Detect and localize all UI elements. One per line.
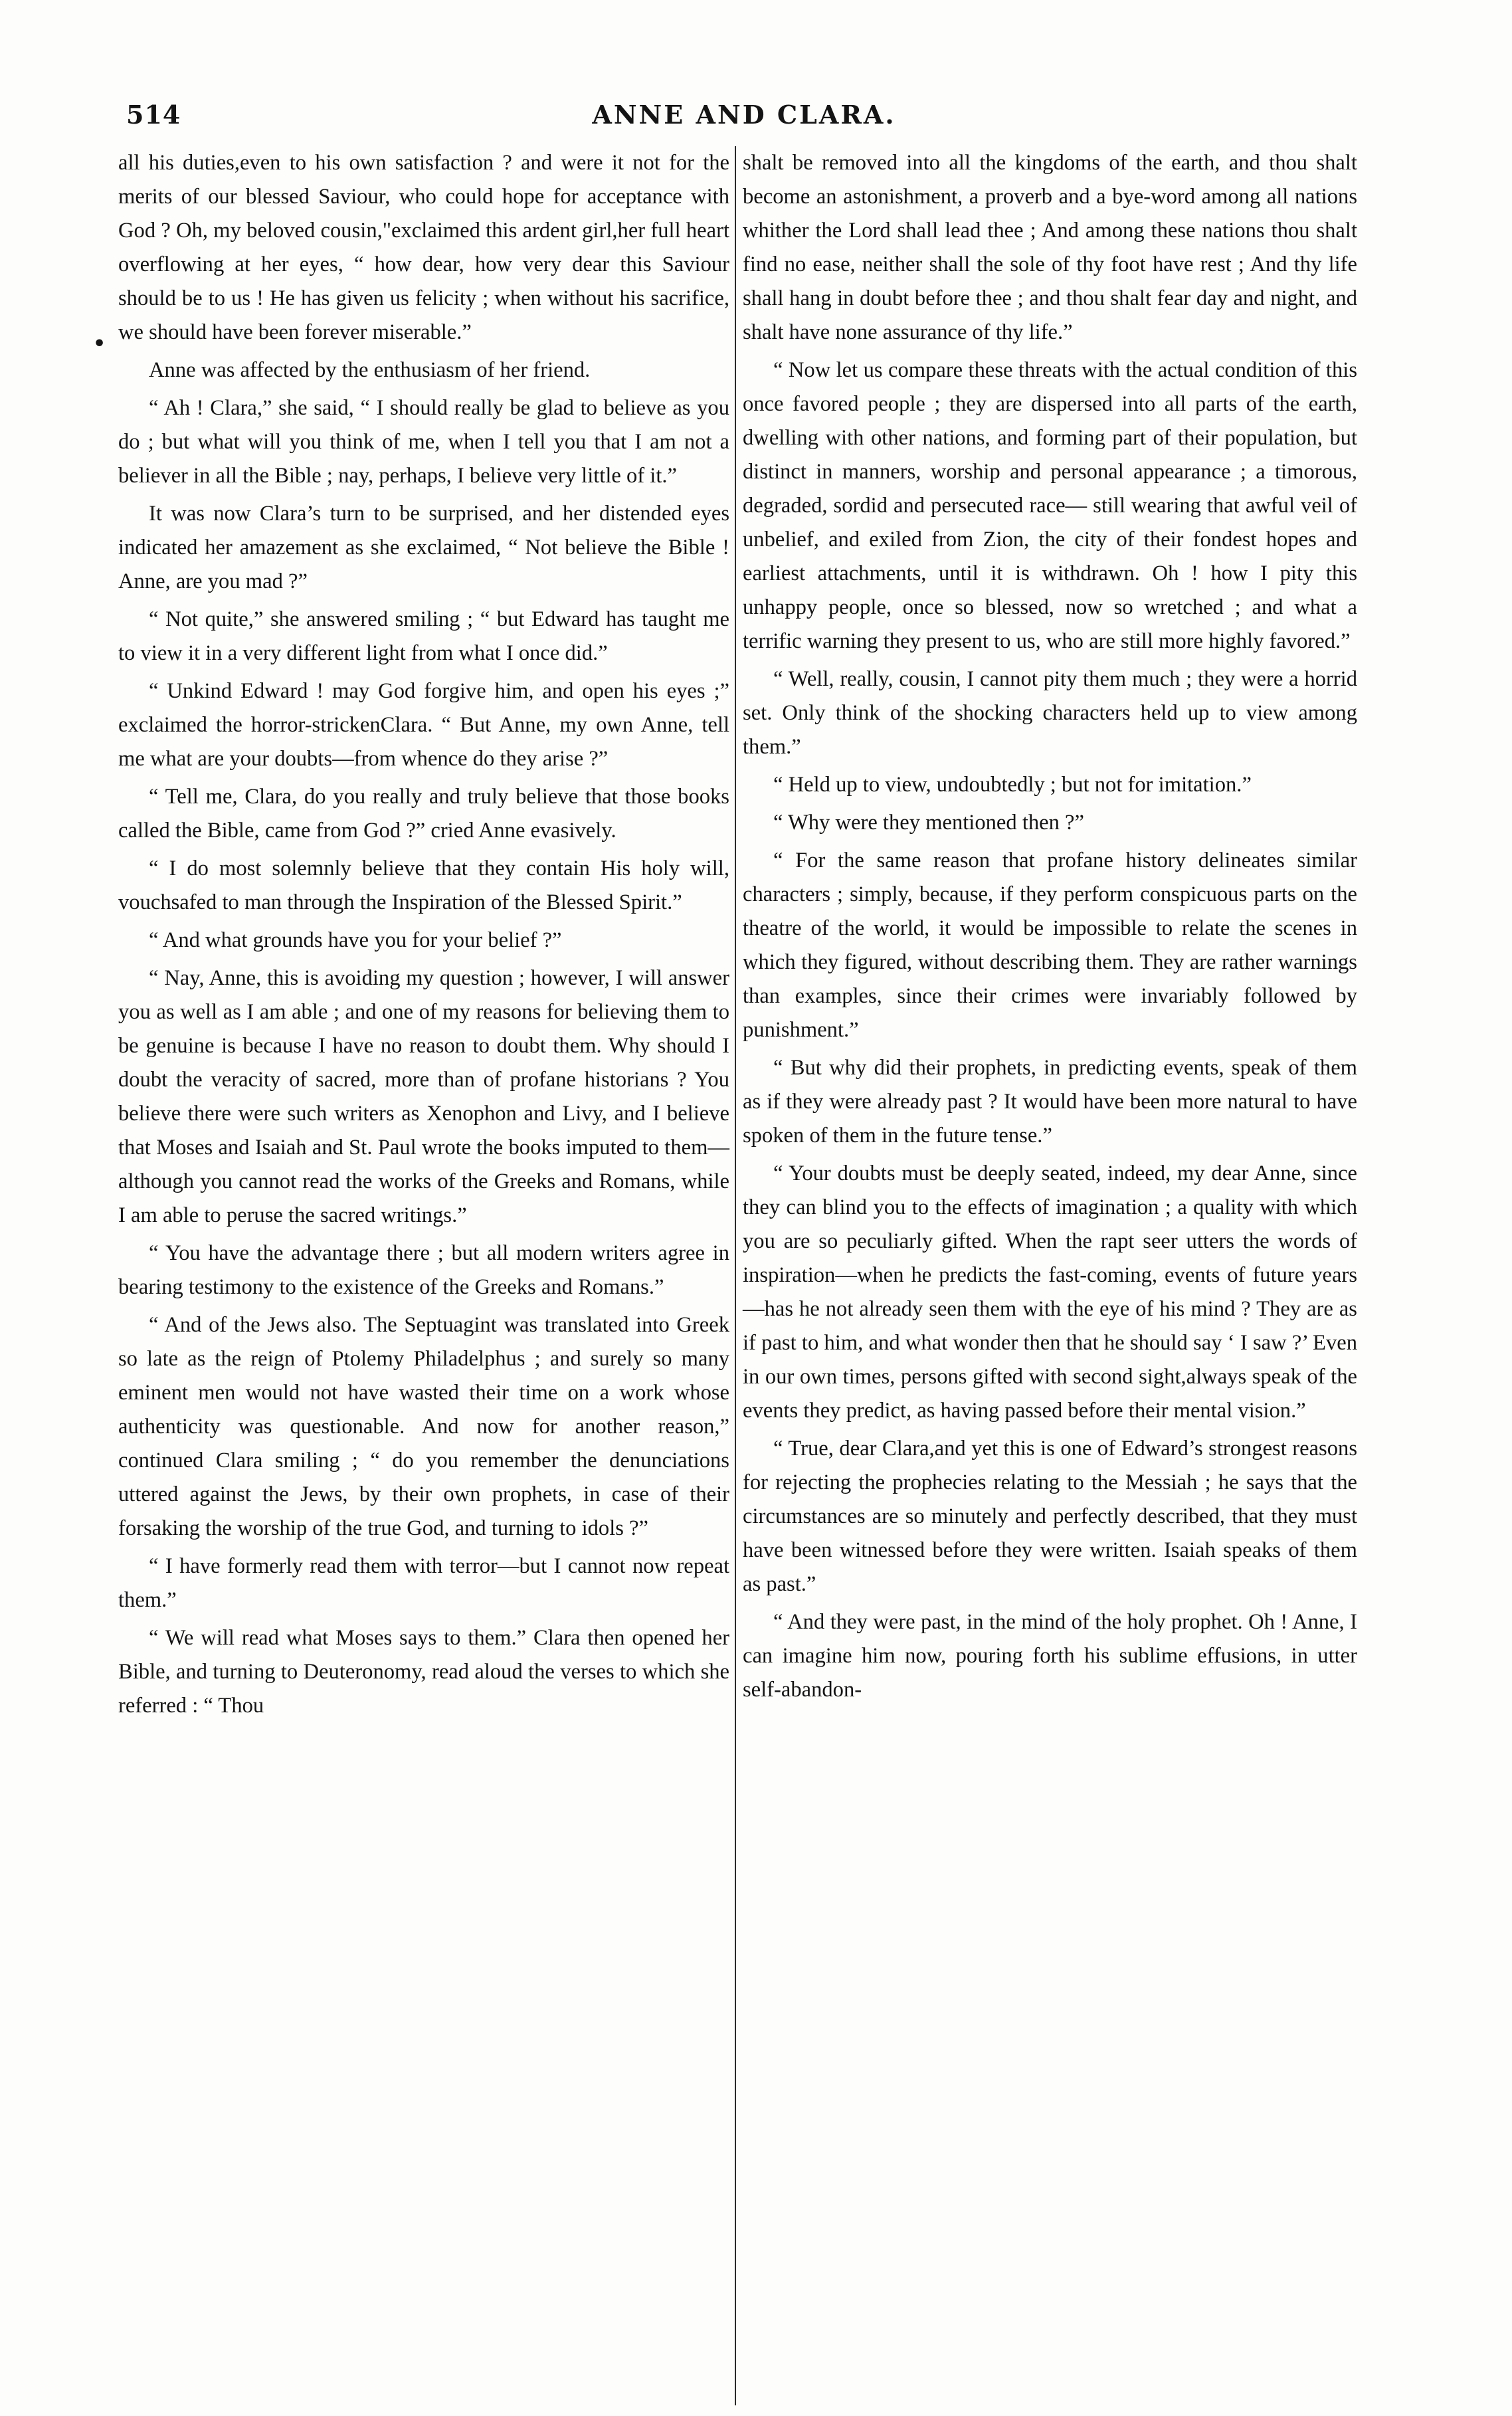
- paragraph: “ Not quite,” she answered smiling ; “ but Edward has taught me to view it in a very different light from what I once did.”: [118, 607, 729, 665]
- paragraph: “ Nay, Anne, this is avoiding my question ; however, I will answer you as well as I am able ; and one of my reasons for believing them to be genuine is because I have no reason to doubt them. Why should I doubt the veracity of sacred, more than of profane historians ? You believe there were such writers as Xenophon and Livy, and I believe that Moses and Isaiah and St. Paul wrote the books imputed to them—although you cannot read the works of the Greeks and Romans, while I am able to peruse the sacred writings.”: [118, 966, 729, 1227]
- paragraph: all his duties,even to his own satisfaction ? and were it not for the merits of our blessed Saviour, who could hope for acceptance with God ? Oh, my beloved cousin,"exclaimed this ardent girl,her full heart overflowing at her eyes, “ how dear, how very dear this Saviour should be to us ! He has given us felicity ; when without his sacrifice, we should have been forever miserable.”: [118, 151, 729, 344]
- paragraph: “ Tell me, Clara, do you really and truly believe that those books called the Bible, came from God ?” cried Anne evasively.: [118, 785, 729, 843]
- paragraph: “ Ah ! Clara,” she said, “ I should really be glad to believe as you do ; but what will you think of me, when I tell you that I am not a believer in all the Bible ; nay, perhaps, I believe very little of it.”: [118, 396, 729, 488]
- paragraph: “ Why were they mentioned then ?”: [773, 811, 1084, 835]
- left-column: [118, 146, 729, 1727]
- paragraph: “ And what grounds have you for your belief ?”: [149, 928, 562, 952]
- paragraph: “ Unkind Edward ! may God forgive him, and open his eyes ;” exclaimed the horror-strickenClara. “ But Anne, my own Anne, tell me what are your doubts—from whence do they arise ?”: [118, 679, 729, 771]
- paragraph: “ I have formerly read them with terror—but I cannot now repeat them.”: [118, 1554, 729, 1612]
- paragraph: “ I do most solemnly believe that they contain His holy will, vouchsafed to man through the Inspiration of the Blessed Spirit.”: [118, 856, 729, 914]
- paragraph: “ True, dear Clara,and yet this is one of Edward’s strongest reasons for rejecting the prophecies relating to the Messiah ; he says that the circumstances are so minutely and perfectly described, that they must have been witnessed before they were written. Isaiah speaks of them as past.”: [743, 1437, 1357, 1596]
- paragraph: “ Your doubts must be deeply seated, indeed, my dear Anne, since they can blind you to the effects of imagination ; a quality with which you are so peculiarly gifted. When the rapt seer utters the words of inspiration—when he predicts the fast-coming, events of future years—has he not already seen them with the eye of his mind ? They are as if past to him, and what wonder then that he should say ‘ I saw ?’ Even in our own times, persons gifted with second sight,always speak of the events they predict, as having passed before their mental vision.”: [743, 1161, 1357, 1423]
- margin-mark: •: [93, 332, 106, 355]
- paragraph: “ Well, really, cousin, I cannot pity them much ; they were a horrid set. Only think of the shocking characters held up to view among them.”: [743, 667, 1357, 759]
- column-divider: [735, 146, 736, 2405]
- paragraph: “ For the same reason that profane history delineates similar characters ; simply, because, if they perform conspicuous parts on the theatre of the world, it would be impossible to relate the scenes in which they figured, without describing them. They are rather warnings than examples, since their crimes were invariably followed by punishment.”: [743, 849, 1357, 1042]
- paragraph: “ You have the advantage there ; but all modern writers agree in bearing testimony to the existence of the Greeks and Romans.”: [118, 1241, 729, 1299]
- paragraph: “ Now let us compare these threats with the actual condition of this once favored people ; they are dispersed into all parts of the earth, dwelling with other nations, and forming part of their population, but distinct in manners, worship and personal appearance ; a timorous, degraded, sordid and persecuted race— still wearing that awful veil of unbelief, and exiled from Zion, the city of their fondest hopes and earliest attachments, until it is withdrawn. Oh ! how I pity this unhappy people, once so blessed, now so wretched ; and what a terrific warning they present to us, who are still more highly favored.”: [743, 358, 1357, 653]
- paragraph: Anne was affected by the enthusiasm of her friend.: [149, 358, 591, 382]
- paragraph: “ Held up to view, undoubtedly ; but not for imitation.”: [773, 773, 1252, 797]
- running-title: ANNE AND CLARA.: [592, 100, 896, 130]
- page-header: [126, 100, 1362, 140]
- right-column: [743, 146, 1357, 1711]
- paragraph: “ And they were past, in the mind of the holy prophet. Oh ! Anne, I can imagine him now, pouring forth his sublime effusions, in utter self-abandon-: [743, 1610, 1357, 1702]
- paragraph: shalt be removed into all the kingdoms of the earth, and thou shalt become an astonishment, a proverb and a bye-word among all nations whither the Lord shall lead thee ; And among these nations thou shalt find no ease, neither shall the sole of thy foot have rest ; And thy life shall hang in doubt before thee ; and thou shalt fear day and night, and shalt have none assurance of thy life.”: [743, 151, 1357, 344]
- paragraph: It was now Clara’s turn to be surprised, and her distended eyes indicated her amazement as she exclaimed, “ Not believe the Bible ! Anne, are you mad ?”: [118, 502, 729, 593]
- paragraph: “ But why did their prophets, in predicting events, speak of them as if they were already past ? It would have been more natural to have spoken of them in the future tense.”: [743, 1056, 1357, 1148]
- page-number: 514: [126, 100, 181, 130]
- paragraph: “ And of the Jews also. The Septuagint was translated into Greek so late as the reign of Ptolemy Philadelphus ; and surely so many eminent men would not have wasted their time on a work whose authenticity was questionable. And now for another reason,” continued Clara smiling ; “ do you remember the denunciations uttered against the Jews, by their own prophets, in case of their forsaking the worship of the true God, and turning to idols ?”: [118, 1313, 729, 1540]
- paragraph: “ We will read what Moses says to them.” Clara then opened her Bible, and turning to Deuteronomy, read aloud the verses to which she referred : “ Thou: [118, 1626, 729, 1718]
